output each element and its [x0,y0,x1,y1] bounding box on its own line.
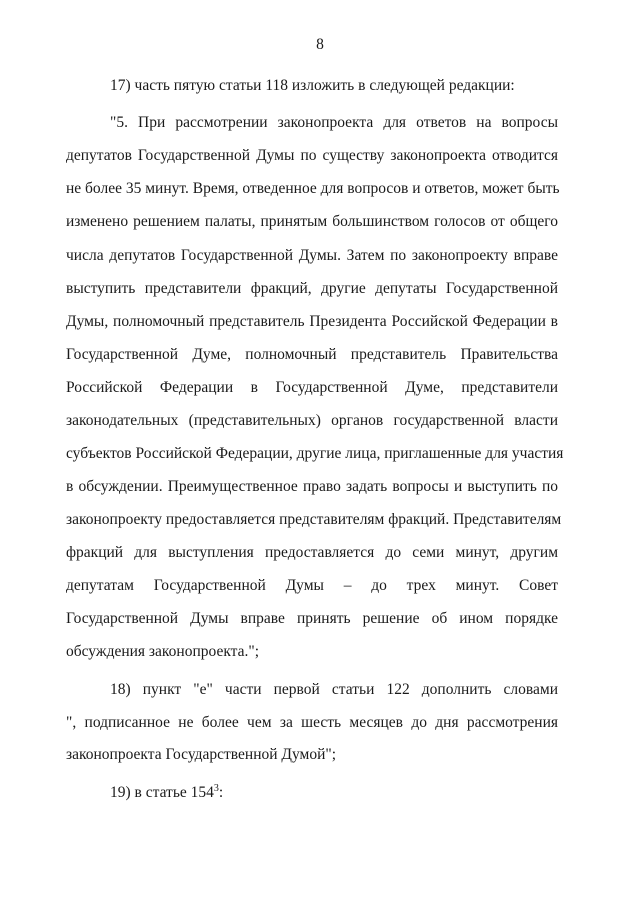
item-19-text: 19) в статье 154 [110,784,214,801]
item-17-intro: 17) часть пятую статьи 118 изложить в следующей редакции: [110,77,515,94]
item-18-line: законопроекта Государственной Думой"; [66,746,337,763]
item-17-quote-line: депутатам Государственной Думы – до трех минут. Совет [66,577,558,594]
item-17-quote-line: числа депутатов Государственной Думы. Затем по законопроекту вправе [66,247,558,264]
item-19-line [110,783,223,803]
item-17-quote-line: Государственной Думы вправе принять решение об ином порядке [66,610,558,627]
item-17-quote-line: фракций для выступления предоставляется до семи минут, другим [66,544,558,561]
item-17-quote-line: выступить представители фракций, другие депутаты Государственной [66,280,558,297]
item-18-line: ", подписанное не более чем за шесть месяцев до дня рассмотрения [66,714,558,731]
item-18-line: 18) пункт "е" части первой статьи 122 дополнить словами [110,681,558,698]
item-17-quote-line: субъектов Российской Федерации, другие лица, приглашенные для участия [66,445,564,462]
item-17-quote-line: не более 35 минут. Время, отведенное для вопросов и ответов, может быть [66,180,560,197]
item-19-superscript: 3 [213,782,219,794]
item-17-quote-line: депутатов Государственной Думы по существу законопроекта отводится [66,147,558,164]
item-17-quote-line: законодательных (представительных) органов государственной власти [66,412,558,429]
item-17-quote-line: Российской Федерации в Государственной Думе, представители [66,379,558,396]
item-17-quote-line: Государственной Думе, полномочный представитель Правительства [66,346,558,363]
item-17-quote-line: в обсуждении. Преимущественное право задать вопросы и выступить по [66,478,558,495]
item-19-suffix: : [218,784,224,801]
item-17-quote-line: изменено решением палаты, принятым большинством голосов от общего [66,213,558,230]
item-17-quote-line: законопроекту предоставляется представителям фракций. Представителям [66,511,562,528]
item-17-quote-line: обсуждения законопроекта."; [66,643,260,660]
item-17-quote-line: "5. При рассмотрении законопроекта для ответов на вопросы [110,114,558,131]
item-17-quote-line: Думы, полномочный представитель Президента Российской Федерации в [66,313,558,330]
page-number: 8 [316,36,324,53]
